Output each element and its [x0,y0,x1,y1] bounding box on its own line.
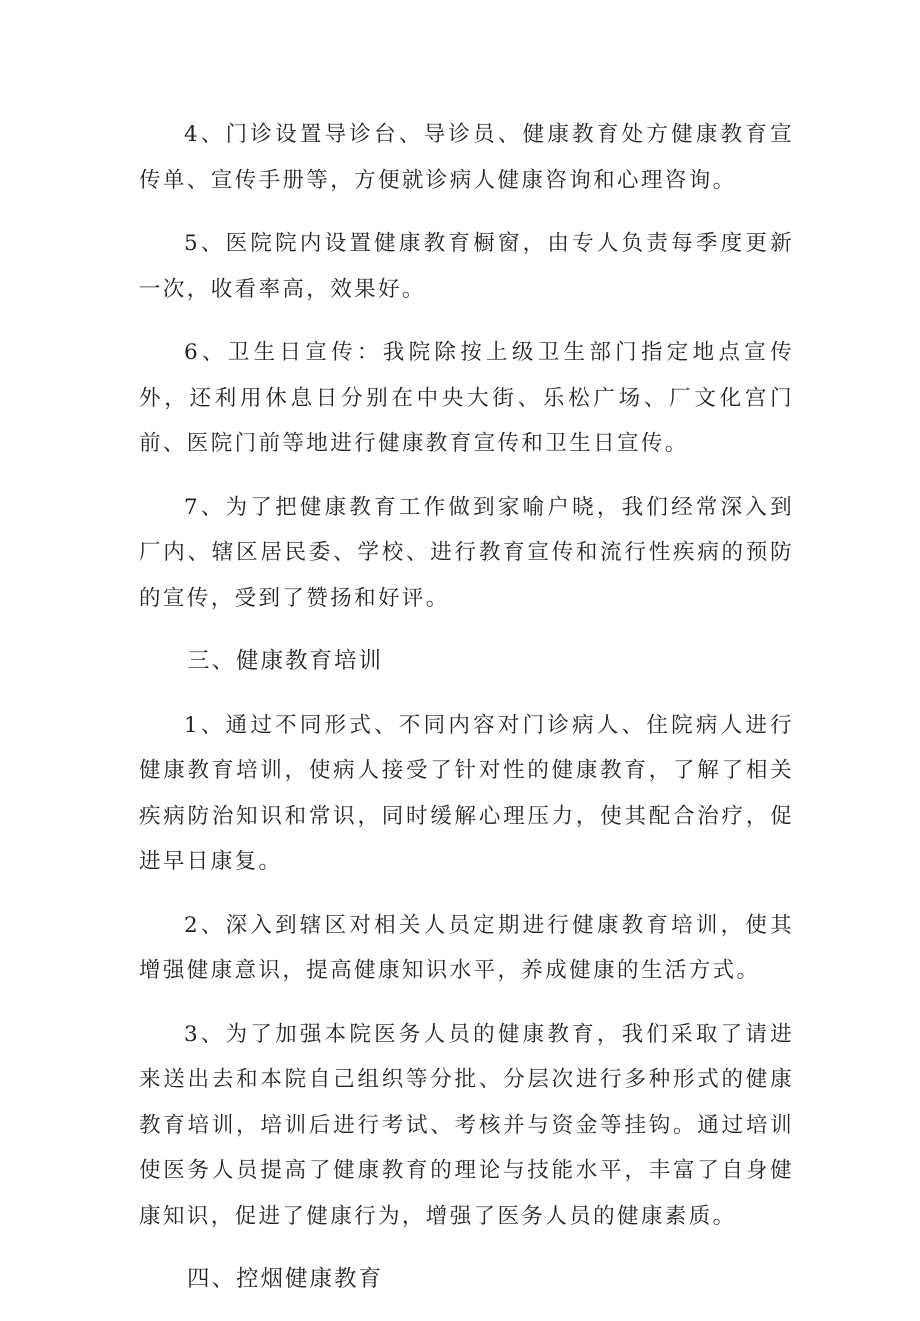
paragraph-item-7: 7、为了把健康教育工作做到家喻户晓，我们经常深入到厂内、辖区居民委、学校、进行教育宣传和流行性疾病的预防的宣传，受到了赞扬和好评。 [139,494,794,611]
paragraph-item-6: 6、卫生日宣传：我院除按上级卫生部门指定地点宣传外，还利用休息日分别在中央大街、乐松广场、厂文化宫门前、医院门前等地进行健康教育宣传和卫生日宣传。 [139,340,794,456]
paragraph-item-4: 4、门诊设置导诊台、导诊员、健康教育处方健康教育宣传单、宣传手册等，方便就诊病人健康咨询和心理咨询。 [139,122,794,193]
paragraph-item-5: 5、医院院内设置健康教育橱窗，由专人负责每季度更新一次，收看率高，效果好。 [139,231,794,302]
section-heading-training: 三、健康教育培训 [187,648,384,674]
section-heading-tobacco-control: 四、控烟健康教育 [187,1266,384,1292]
document-body [139,112,794,1321]
paragraph-training-3: 3、为了加强本院医务人员的健康教育，我们采取了请进来送出去和本院自己组织等分批、分层次进行多种形式的健康教育培训，培训后进行考试、考核并与资金等挂钩。通过培训使医务人员提高了健康教育的理论与技能水平，丰富了自身健康知识，促进了健康行为，增强了医务人员的健康素质。 [139,1021,794,1229]
paragraph-training-1: 1、通过不同形式、不同内容对门诊病人、住院病人进行健康教育培训，使病人接受了针对性的健康教育，了解了相关疾病防治知识和常识，同时缓解心理压力，使其配合治疗，促进早日康复。 [139,712,794,874]
paragraph-training-2: 2、深入到辖区对相关人员定期进行健康教育培训，使其增强健康意识，提高健康知识水平，养成健康的生活方式。 [139,912,794,983]
